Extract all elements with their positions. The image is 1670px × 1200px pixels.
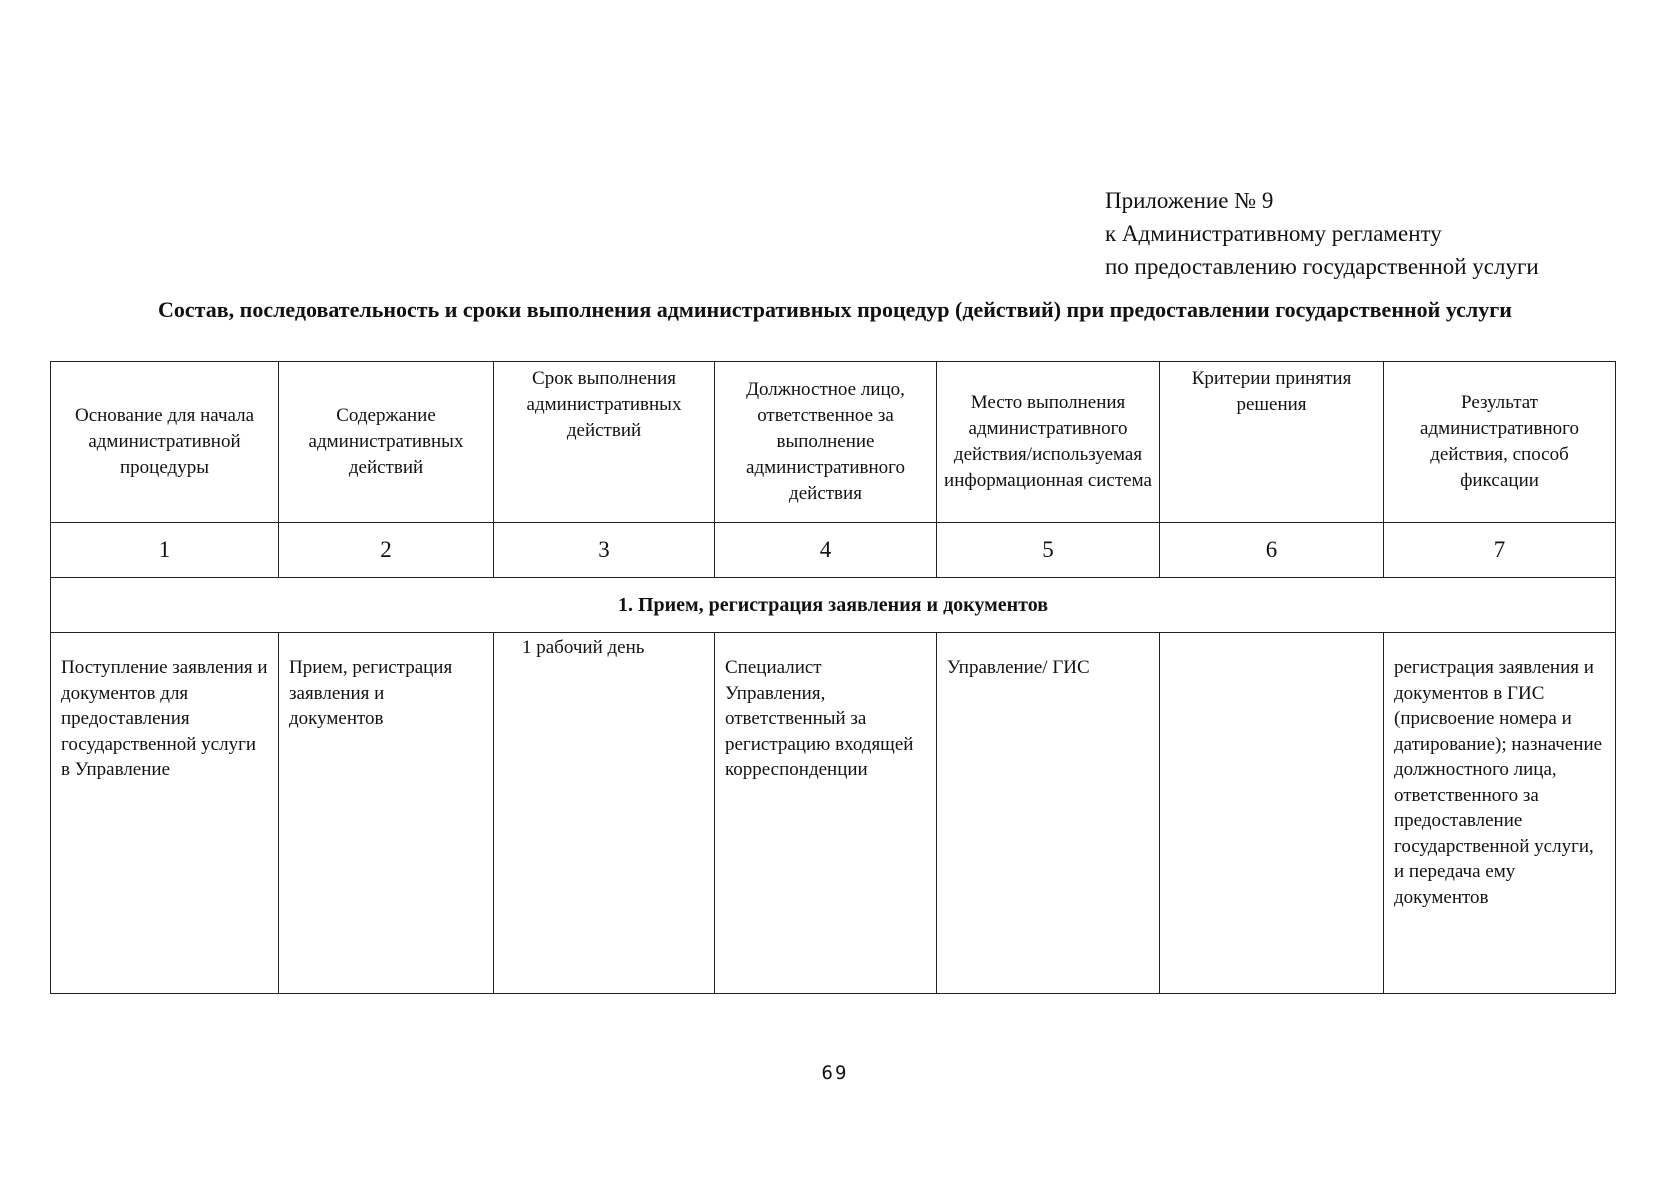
column-number-row xyxy=(51,523,1616,578)
table-cell: Поступление заявления и документов для предоставления государственной услуги в Управление xyxy=(51,633,279,994)
column-number: 5 xyxy=(937,523,1160,578)
header-cell: Срок выполнения административных действий xyxy=(494,362,715,523)
table-cell: Прием, регистрация заявления и документов xyxy=(279,633,494,994)
appendix-number: Приложение № 9 xyxy=(1105,188,1274,213)
header-cell: Должностное лицо, ответственное за выполнение административного действия xyxy=(715,362,937,523)
header-cell: Результат административного действия, способ фиксации xyxy=(1384,362,1616,523)
header-cell: Критерии принятия решения xyxy=(1160,362,1384,523)
procedures-table xyxy=(50,361,1616,994)
column-number: 1 xyxy=(51,523,279,578)
section-row xyxy=(51,578,1616,633)
column-number: 4 xyxy=(715,523,937,578)
table-row xyxy=(51,633,1616,994)
header-cell: Место выполнения административного действия/используемая информационная система xyxy=(937,362,1160,523)
column-number: 7 xyxy=(1384,523,1616,578)
table-cell xyxy=(1160,633,1384,994)
appendix-regulation: к Административному регламенту xyxy=(1105,221,1442,246)
table-cell: Управление/ ГИС xyxy=(937,633,1160,994)
column-number: 2 xyxy=(279,523,494,578)
table-cell: 1 рабочий день xyxy=(494,633,715,994)
section-title: 1. Прием, регистрация заявления и документов xyxy=(51,578,1616,633)
appendix-block xyxy=(1105,184,1539,283)
header-cell: Содержание административных действий xyxy=(279,362,494,523)
page-number: 69 xyxy=(821,1062,849,1084)
appendix-service: по предоставлению государственной услуги xyxy=(1105,254,1539,279)
header-cell: Основание для начала административной процедуры xyxy=(51,362,279,523)
document-title: Состав, последовательность и сроки выполнения административных процедур (действий) при предоставлении государственной услуги xyxy=(158,297,1512,322)
table-header-row xyxy=(51,362,1616,523)
column-number: 6 xyxy=(1160,523,1384,578)
table-cell: Специалист Управления, ответственный за регистрацию входящей корреспонденции xyxy=(715,633,937,994)
column-number: 3 xyxy=(494,523,715,578)
table-cell: регистрация заявления и документов в ГИС (присвоение номера и датирование); назначение должностного лица, ответственного за предоставление государственной услуги, и передача ему документов xyxy=(1384,633,1616,994)
